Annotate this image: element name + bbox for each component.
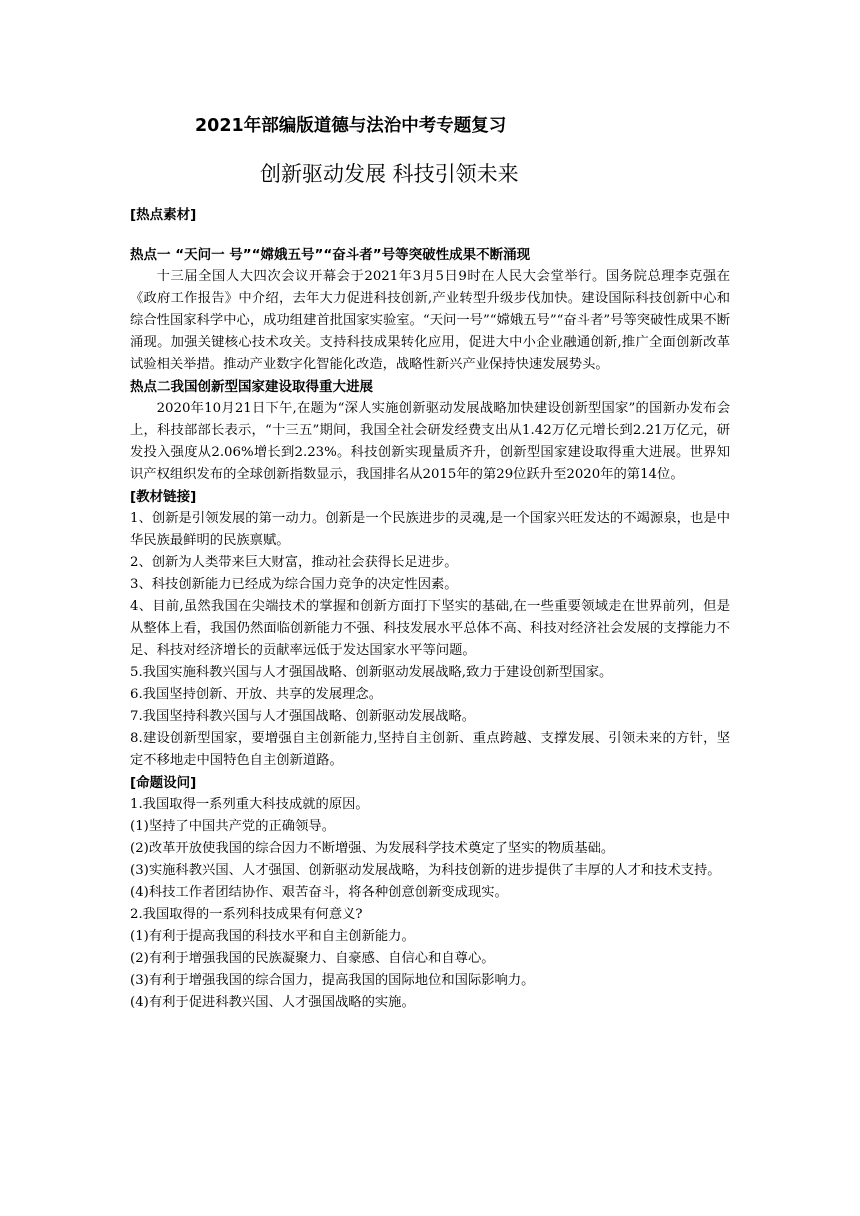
hotspot1-heading: 热点一 “天问一 号”“嫦娥五号”“奋斗者”号等突破性成果不断涌现 <box>130 247 531 263</box>
section-textbook-links: [教材链接] <box>130 489 197 505</box>
question-item: (2)改革开放使我国的综合因力不断增强、为发展科学技术奠定了坚实的物质基础。 <box>130 841 615 856</box>
section-hot-material: [热点素材] <box>130 207 197 223</box>
textbook-item: 5.我国实施科教兴国与人才强国战略、创新驱动发展战略,致力于建设创新型国家。 <box>130 665 613 680</box>
hotspot2-body: 2020年10月21日下午,在题为“深人实施创新驱动发展战略加快建设创新型国家”的国新办发布会上，科技部部长表示，“十三五”期间，我国全社会研发经费支出从1.42万亿元增长到2.21万亿元，研发投入强度从2.06%增长到2.23%。科技创新实现量质齐升，创新型国家建设取得重大进展。世界知识产权组织发布的全球创新指数显示，我国排名从2015年的第29位跃升至2020年的第14位。 <box>130 401 730 482</box>
textbook-item: 2、创新为人类带来巨大财富，推动社会获得长足进步。 <box>130 555 458 570</box>
question-item: (2)有利于增强我国的民族凝聚力、自豪感、自信心和自尊心。 <box>130 951 495 966</box>
document-title: 2021年部编版道德与法治中考专题复习 <box>195 116 507 136</box>
textbook-item: 6.我国坚持创新、开放、共享的发展理念。 <box>130 687 383 702</box>
section-question-setting: [命题设问] <box>130 775 197 791</box>
question-item: (3)有利于增强我国的综合国力，提高我国的国际地位和国际影响力。 <box>130 973 535 988</box>
hotspot1-body: 十三届全国人大四次会议开幕会于2021年3月5日9时在人民大会堂举行。国务院总理李克强在《政府工作报告》中介绍，去年大力促进科技创新,产业转型升级步伐加快。建设国际科技创新中心和综合性国家科学中心，成功组建首批国家实验室。“天问一号”“嫦娥五号”“奋斗者”号等突破性成果不断涌现。加强关键核心技术攻关。支持科技成果转化应用，促进大中小企业融通创新,推广全面创新改革试验相关举措。推动产业数字化智能化改造，战略性新兴产业保持快速发展势头。 <box>130 269 730 372</box>
question-item: 2.我国取得的一系列科技成果有何意义? <box>130 907 363 922</box>
textbook-item: 3、科技创新能力已经成为综合国力竞争的决定性因素。 <box>130 577 458 592</box>
textbook-item: 1、创新是引领发展的第一动力。创新是一个民族进步的灵魂,是一个国家兴旺发达的不竭源泉，也是中华民族最鲜明的民族禀赋。 <box>130 511 730 548</box>
question-item: (4)科技工作者团结协作、艰苦奋斗，将各种创意创新变成现实。 <box>130 885 508 900</box>
question-item: (1)有利于提高我国的科技水平和自主创新能力。 <box>130 929 415 944</box>
question-item: 1.我国取得一系列重大科技成就的原因。 <box>130 797 369 812</box>
blank-line <box>130 226 730 244</box>
textbook-item: 7.我国坚持科教兴国与人才强国战略、创新驱动发展战略。 <box>130 709 476 724</box>
question-item: (3)实施科教兴国、人才强国、创新驱动发展战略，为科技创新的进步提供了丰厚的人才和技术支持。 <box>130 863 721 878</box>
hotspot2-heading: 热点二我国创新型国家建设取得重大进展 <box>130 379 373 395</box>
document-content <box>130 112 730 1014</box>
textbook-item: 8.建设创新型国家，要增强自主创新能力,坚持自主创新、重点跨越、支撑发展、引领未来的方针，坚定不移地走中国特色自主创新道路。 <box>130 731 730 768</box>
document-subtitle: 创新驱动发展 科技引领未来 <box>260 162 519 186</box>
textbook-item: 4、目前,虽然我国在尖端技术的掌握和创新方面打下坚实的基础,在一些重要领域走在世界前列，但是从整体上看，我国仍然面临创新能力不强、科技发展水平总体不高、科技对经济社会发展的支撑能力不足、科技对经济增长的贡献率远低于发达国家水平等问题。 <box>130 599 730 658</box>
question-item: (1)坚持了中国共产党的正确领导。 <box>130 819 335 834</box>
question-item: (4)有利于促进科教兴国、人才强国战略的实施。 <box>130 995 415 1010</box>
